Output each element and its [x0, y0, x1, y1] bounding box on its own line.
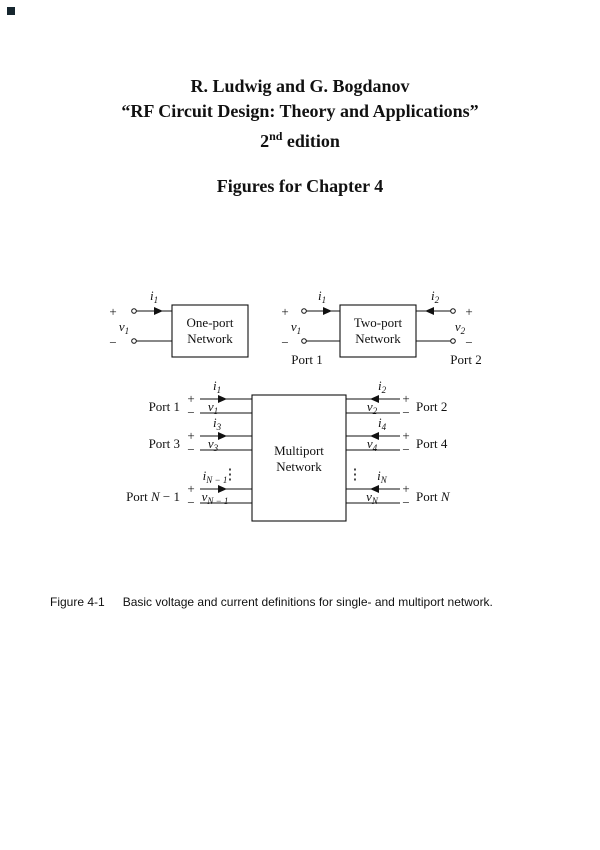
voltage-subscript: 4	[372, 443, 378, 453]
terminal-circle	[132, 309, 137, 314]
minus-sign: −	[402, 405, 410, 420]
edition-word: edition	[282, 131, 340, 151]
plus-sign: +	[187, 481, 195, 496]
voltage-symbol: v	[207, 399, 214, 414]
current-subscript: 4	[381, 422, 387, 432]
plus-sign: +	[187, 428, 195, 443]
plus-sign: +	[109, 304, 117, 319]
port-label-variable: N	[440, 489, 450, 504]
voltage-label-v1	[291, 319, 301, 336]
terminal-circle	[132, 339, 137, 344]
current-subscript: 1	[321, 295, 327, 305]
current-subscript: 3	[216, 422, 222, 432]
book-title: “RF Circuit Design: Theory and Applications”	[121, 101, 479, 121]
minus-sign: −	[281, 335, 289, 350]
multiport-box-label-line2: Network	[276, 459, 322, 474]
voltage-symbol: v	[290, 319, 297, 334]
current-subscript: 2	[381, 385, 387, 395]
voltage-label-vNm1	[202, 489, 229, 506]
voltage-label-v2	[455, 319, 466, 336]
two-port-box-label-line1: Two-port	[353, 315, 403, 330]
voltage-subscript: 2	[460, 326, 466, 336]
minus-sign: −	[187, 405, 195, 420]
minus-sign: −	[187, 495, 195, 510]
voltage-subscript: N − 1	[207, 496, 229, 506]
edition-line	[0, 124, 600, 154]
port-label-1: Port 1	[291, 352, 323, 367]
current-subscript: 2	[434, 295, 440, 305]
current-symbol: i	[430, 288, 435, 303]
multiport-network-box	[252, 395, 346, 521]
voltage-subscript: 1	[296, 326, 302, 336]
current-symbol: i	[317, 288, 322, 303]
port-label-2: Port 2	[450, 352, 482, 367]
corner-mark	[7, 7, 15, 15]
current-label-i1	[150, 288, 158, 305]
figure-4-1-diagram	[60, 283, 540, 548]
plus-sign: +	[465, 304, 473, 319]
voltage-label-v3	[208, 436, 219, 453]
port-label-Nm1	[126, 489, 180, 504]
voltage-symbol: v	[366, 436, 373, 451]
current-subscript: 1	[153, 295, 159, 305]
terminal-circle	[451, 309, 456, 314]
current-symbol: i	[202, 468, 207, 483]
two-port-figure	[281, 288, 481, 367]
current-symbol: i	[377, 468, 381, 483]
current-label-i2	[378, 378, 387, 395]
voltage-subscript: N	[371, 496, 378, 506]
plus-sign: +	[402, 391, 410, 406]
chapter-heading: Figures for Chapter 4	[216, 176, 384, 196]
multiport-box-label-line1: Multiport	[274, 443, 324, 458]
minus-sign: −	[187, 442, 195, 457]
current-label-i4	[378, 415, 387, 432]
current-label-i1	[213, 378, 221, 395]
port-label-prefix: Port	[126, 489, 151, 504]
one-port-figure	[109, 288, 248, 357]
voltage-symbol: v	[366, 399, 373, 414]
voltage-subscript: 1	[124, 326, 130, 336]
port-label-variable: N	[150, 489, 160, 504]
current-symbol: i	[149, 288, 154, 303]
current-subscript: N	[380, 475, 387, 485]
minus-sign: −	[109, 335, 117, 350]
plus-sign: +	[402, 428, 410, 443]
port-label-prefix: Port	[416, 489, 441, 504]
book-authors: R. Ludwig and G. Bogdanov	[190, 76, 410, 96]
minus-sign: −	[465, 335, 473, 350]
voltage-label-v1	[119, 319, 129, 336]
two-port-box-label-line2: Network	[355, 331, 401, 346]
edition-number: 2	[260, 131, 270, 151]
port-label-suffix: − 1	[159, 489, 180, 504]
current-label-i1	[318, 288, 326, 305]
voltage-label-v1	[208, 399, 218, 416]
vertical-ellipsis: ⋮	[222, 467, 238, 483]
port-label-N	[416, 489, 451, 504]
voltage-symbol: v	[118, 319, 125, 334]
current-symbol: i	[212, 415, 217, 430]
figure-caption	[50, 595, 570, 609]
port-label-4: Port 4	[416, 436, 448, 451]
current-symbol: i	[212, 378, 217, 393]
plus-sign: +	[187, 391, 195, 406]
current-symbol: i	[377, 415, 382, 430]
voltage-symbol: v	[366, 489, 372, 504]
plus-sign: +	[281, 304, 289, 319]
voltage-subscript: 2	[372, 406, 378, 416]
voltage-symbol: v	[454, 319, 461, 334]
voltage-subscript: 3	[213, 443, 219, 453]
edition-ordinal-suffix: nd	[269, 129, 283, 143]
terminal-circle	[302, 339, 307, 344]
voltage-label-vN	[366, 489, 379, 506]
title-block	[0, 74, 600, 154]
one-port-box-label-line1: One-port	[186, 315, 234, 330]
plus-sign: +	[402, 481, 410, 496]
port-label-2: Port 2	[416, 399, 448, 414]
caption-label: Figure 4-1	[50, 595, 105, 609]
voltage-symbol: v	[207, 436, 214, 451]
voltage-label-v4	[367, 436, 378, 453]
minus-sign: −	[402, 442, 410, 457]
current-label-i2	[431, 288, 440, 305]
multiport-figure	[126, 378, 451, 521]
voltage-symbol: v	[201, 489, 208, 504]
caption-text: Basic voltage and current definitions for single- and multiport network.	[122, 595, 493, 609]
port-label-1: Port 1	[148, 399, 180, 414]
terminal-circle	[302, 309, 307, 314]
current-label-i3	[213, 415, 222, 432]
current-symbol: i	[377, 378, 382, 393]
one-port-box-label-line2: Network	[187, 331, 233, 346]
minus-sign: −	[402, 495, 410, 510]
vertical-ellipsis: ⋮	[347, 467, 363, 483]
current-label-iN	[377, 468, 388, 485]
port-label-3: Port 3	[148, 436, 180, 451]
current-subscript: 1	[216, 385, 222, 395]
current-subscript: N − 1	[206, 475, 228, 485]
voltage-label-v2	[367, 399, 378, 416]
voltage-subscript: 1	[213, 406, 219, 416]
terminal-circle	[451, 339, 456, 344]
